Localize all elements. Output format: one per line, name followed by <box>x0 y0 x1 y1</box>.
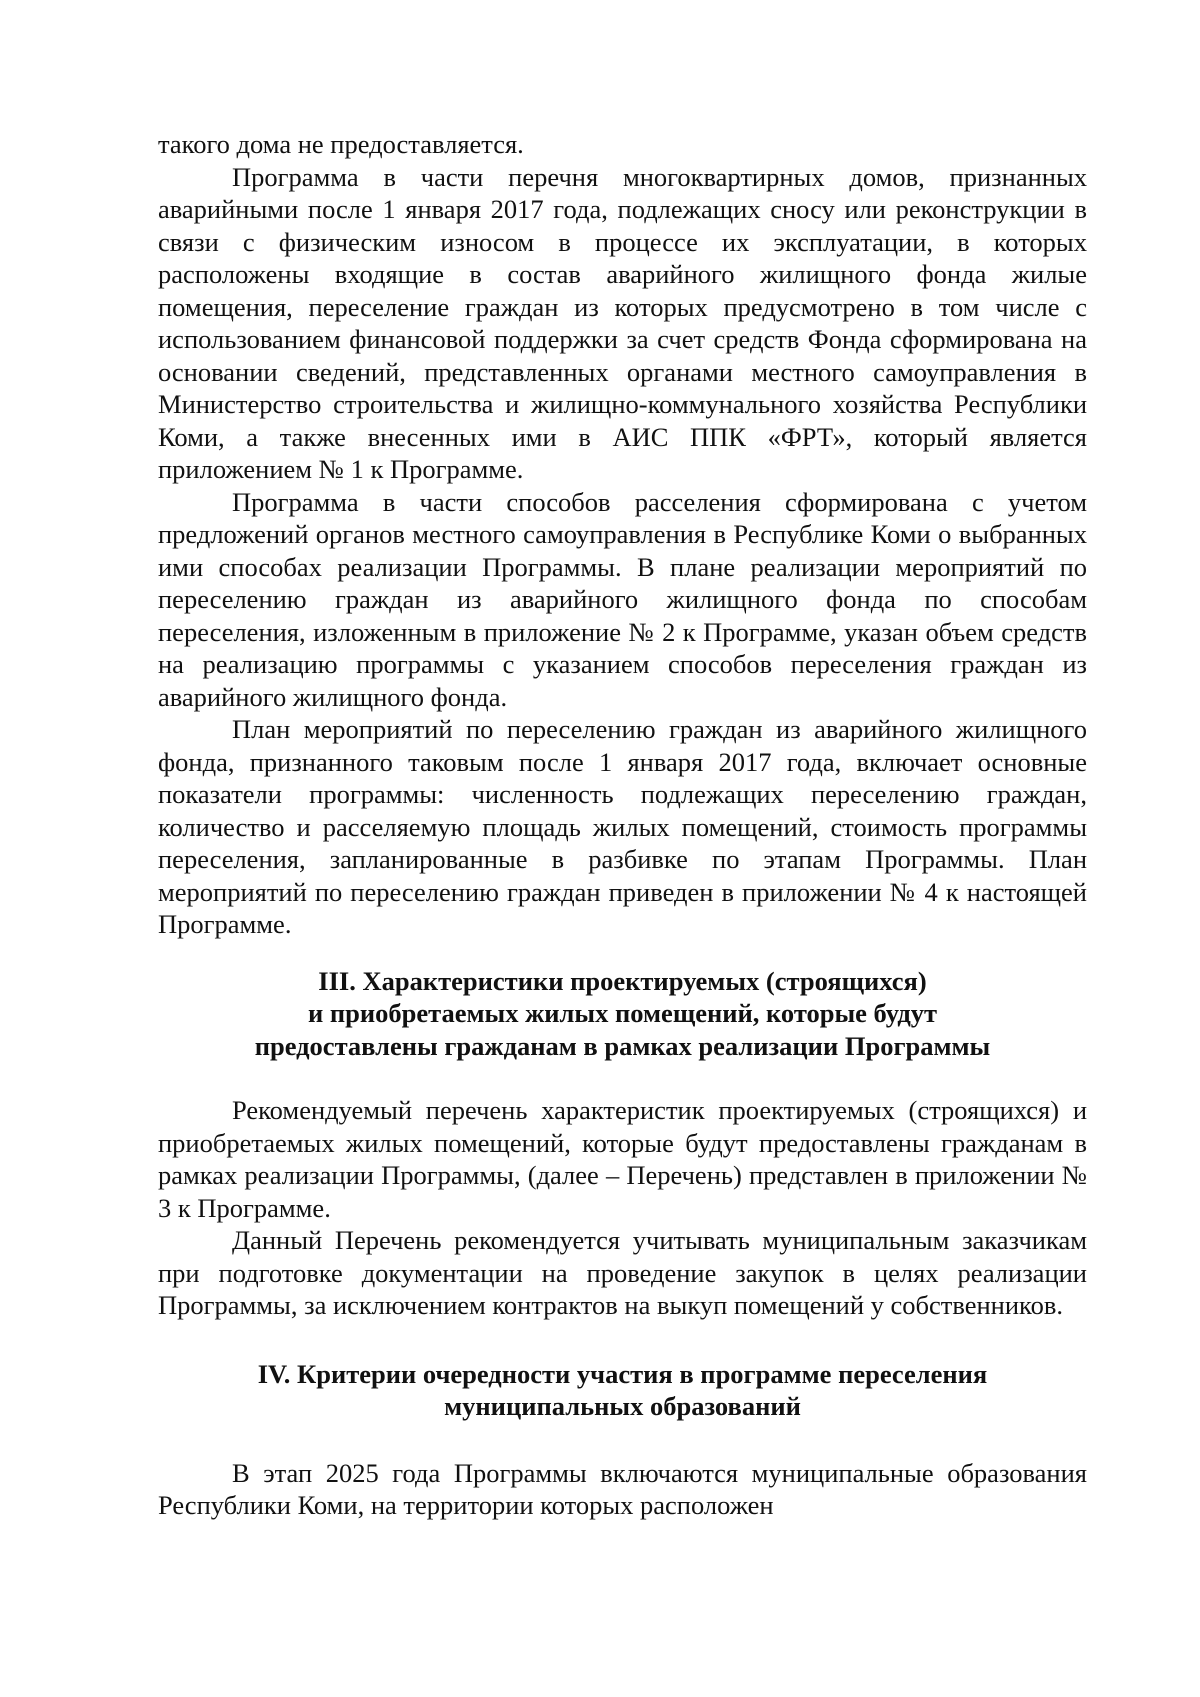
paragraph-continuation: такого дома не предоставляется. <box>158 129 524 159</box>
section-4-heading-line-1: IV. Критерии очередности участия в программе переселения <box>257 1358 988 1389</box>
section-3-heading-line-3: предоставлены гражданам в рамках реализации Программы <box>254 1030 991 1061</box>
paragraph-stage-2025: В этап 2025 года Программы включаются муниципальные образования Республики Коми, на территории которых расположен <box>158 1457 1087 1520</box>
section-3-heading <box>158 965 1087 1063</box>
section-4-heading <box>158 1358 1087 1423</box>
section-3-heading-line-2: и приобретаемых жилых помещений, которые будут <box>307 998 938 1028</box>
paragraph-program-list: Программа в части перечня многоквартирных домов, признанных аварийными после 1 января 2017 года, подлежащих сносу или реконструкции в связи с физическим износом в процессе их эксплуатации, в которых расположены входящие в состав аварийного жилищного фонда жилые помещения, переселение граждан из которых предусмотрено в том числе с использованием финансовой поддержки за счет средств Фонда сформирована на основании сведений, представленных органами местного самоуправления в Министерство строительства и жилищно-коммунального хозяйства Республики Коми, а также внесенных ими в АИС ППК «ФРТ», который является приложением № 1 к Программе. <box>158 161 1087 484</box>
paragraph-action-plan: План мероприятий по переселению граждан из аварийного жилищного фонда, признанного таковым после 1 января 2017 года, включает основные показатели программы: численность подлежащих переселению граждан, количество и расселяемую площадь жилых помещений, стоимость программы переселения, запланированные в разбивке по этапам Программы. План мероприятий по переселению граждан приведен в приложении № 4 к настоящей Программе. <box>158 714 1087 939</box>
document-page <box>158 128 1087 1522</box>
paragraph-resettlement-methods: Программа в части способов расселения сформирована с учетом предложений органов местного самоуправления в Республике Коми о выбранных ими способах реализации Программы. В плане реализации мероприятий по переселению граждан из аварийного жилищного фонда по способам переселения, изложенным в приложение № 2 к Программе, указан объем средств на реализацию программы с указанием способов переселения граждан из аварийного жилищного фонда. <box>158 486 1087 712</box>
paragraph-recommended-list: Рекомендуемый перечень характеристик проектируемых (строящихся) и приобретаемых жилых помещений, которые будут предоставлены гражданам в рамках реализации Программы, (далее – Перечень) представлен в приложении № 3 к Программе. <box>158 1095 1087 1223</box>
section-3-heading-line-1: III. Характеристики проектируемых (строящихся) <box>318 965 927 996</box>
paragraph-list-usage: Данный Перечень рекомендуется учитывать муниципальным заказчикам при подготовке документации на проведение закупок в целях реализации Программы, за исключением контрактов на выкуп помещений у собственников. <box>158 1225 1087 1320</box>
section-4-heading-line-2: муниципальных образований <box>444 1391 801 1421</box>
